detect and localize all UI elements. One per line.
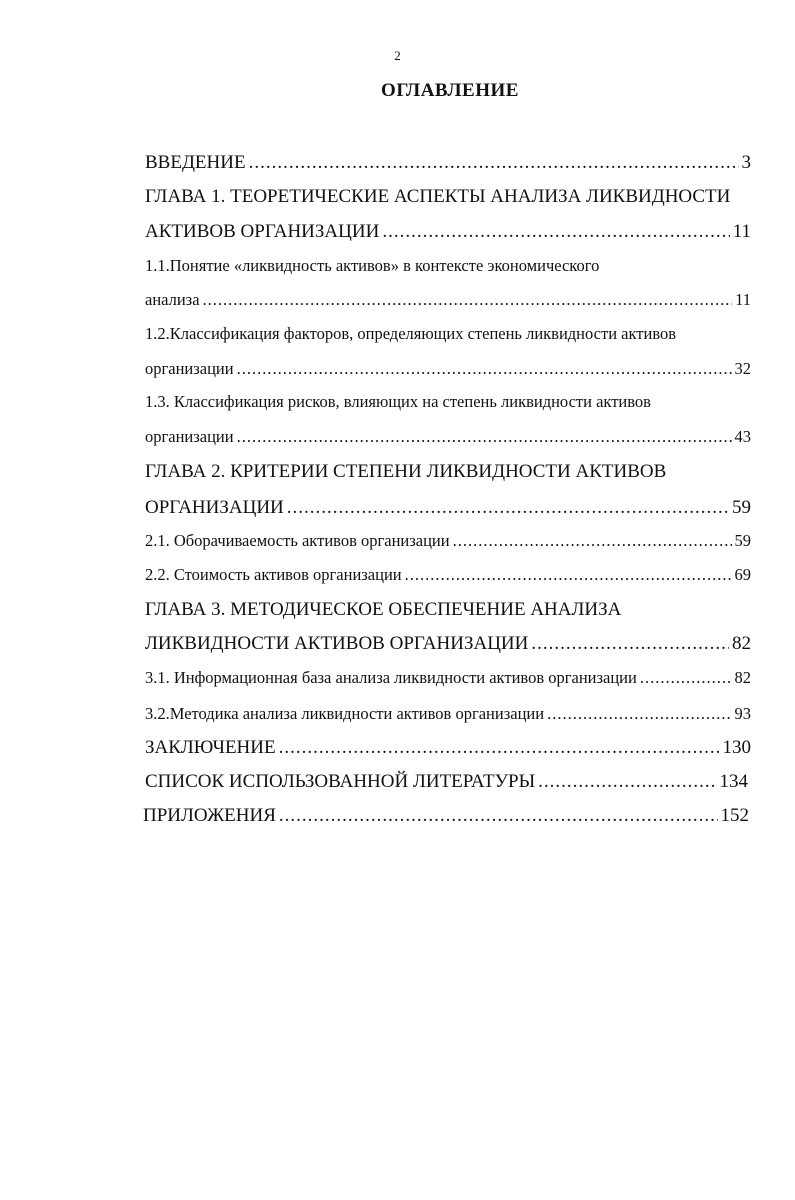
toc-entry-page: 82 — [734, 668, 751, 687]
leader-dots — [640, 670, 732, 687]
toc-entry-page: 93 — [734, 704, 751, 723]
toc-entry-intro[interactable] — [145, 153, 751, 172]
leader-dots — [237, 361, 732, 378]
toc-entry-chapter-2[interactable] — [145, 498, 751, 517]
toc-entry-section-3-1[interactable] — [145, 670, 751, 687]
toc-chapter-1-line-1[interactable]: ГЛАВА 1. ТЕОРЕТИЧЕСКИЕ АСПЕКТЫ АНАЛИЗА ЛИКВИДНОСТИ — [145, 186, 731, 207]
toc-entry-text: 3.1. Информационная база анализа ликвидности активов организации — [145, 668, 637, 687]
toc-entry-page: 59 — [732, 497, 751, 518]
toc-section-1-1-line-1[interactable]: 1.1.Понятие «ликвидность активов» в контексте экономического — [145, 256, 600, 275]
leader-dots — [237, 429, 732, 446]
leader-dots — [287, 498, 729, 517]
toc-entry-text: организации — [145, 359, 234, 378]
toc-entry-text: АКТИВОВ ОРГАНИЗАЦИИ — [145, 221, 380, 242]
toc-entry-page: 59 — [734, 531, 751, 550]
toc-entry-section-3-2[interactable] — [145, 706, 751, 723]
toc-entry-text: 2.1. Оборачиваемость активов организации — [145, 531, 450, 550]
toc-entry-text: ОРГАНИЗАЦИИ — [145, 497, 284, 518]
toc-entry-text: 2.2. Стоимость активов организации — [145, 565, 402, 584]
toc-entry-text: СПИСОК ИСПОЛЬЗОВАННОЙ ЛИТЕРАТУРЫ — [145, 771, 536, 792]
toc-entry-section-1-1[interactable] — [145, 292, 751, 309]
leader-dots — [405, 567, 732, 584]
toc-entry-references[interactable] — [145, 772, 748, 791]
leader-dots — [279, 806, 718, 825]
toc-entry-text: ПРИЛОЖЕНИЯ — [143, 805, 276, 826]
toc-entry-section-2-1[interactable] — [145, 533, 751, 550]
toc-entry-text: ВВЕДЕНИЕ — [145, 152, 246, 173]
toc-entry-section-1-2[interactable] — [145, 361, 751, 378]
toc-entry-page: 82 — [732, 633, 751, 654]
toc-entry-page: 134 — [719, 771, 748, 792]
leader-dots — [279, 738, 720, 757]
toc-entry-conclusion[interactable] — [145, 738, 751, 757]
toc-chapter-3-line-1[interactable]: ГЛАВА 3. МЕТОДИЧЕСКОЕ ОБЕСПЕЧЕНИЕ АНАЛИЗА — [145, 599, 622, 620]
toc-entry-page: 69 — [734, 565, 751, 584]
toc-entry-appendix[interactable] — [143, 806, 749, 825]
leader-dots — [203, 292, 733, 309]
toc-chapter-2-line-1[interactable]: ГЛАВА 2. КРИТЕРИИ СТЕПЕНИ ЛИКВИДНОСТИ АКТИВОВ — [145, 461, 667, 482]
toc-entry-section-1-3[interactable] — [145, 429, 751, 446]
toc-entry-text: ЗАКЛЮЧЕНИЕ — [145, 737, 276, 758]
toc-entry-text: организации — [145, 427, 234, 446]
toc-entry-text: ЛИКВИДНОСТИ АКТИВОВ ОРГАНИЗАЦИИ — [145, 633, 529, 654]
toc-entry-page: 32 — [734, 359, 751, 378]
leader-dots — [453, 533, 732, 550]
toc-entry-text: 3.2.Методика анализа ликвидности активов организации — [145, 704, 545, 723]
toc-entry-chapter-3[interactable] — [145, 634, 751, 653]
toc-entry-text: анализа — [145, 290, 200, 309]
toc-entry-chapter-1[interactable] — [145, 222, 751, 241]
leader-dots — [249, 153, 739, 172]
toc-entry-page: 43 — [734, 427, 751, 446]
leader-dots — [547, 706, 731, 723]
toc-section-1-3-line-1[interactable]: 1.3. Классификация рисков, влияющих на степень ликвидности активов — [145, 392, 651, 411]
toc-entry-section-2-2[interactable] — [145, 567, 751, 584]
toc-entry-page: 152 — [720, 805, 749, 826]
toc-entry-page: 11 — [735, 290, 751, 309]
leader-dots — [538, 772, 716, 791]
toc-entry-page: 11 — [732, 221, 751, 242]
toc-section-1-2-line-1[interactable]: 1.2.Классификация факторов, определяющих степень ликвидности активов — [145, 324, 677, 343]
toc-entry-page: 3 — [741, 152, 751, 173]
leader-dots — [382, 222, 729, 241]
toc-title: ОГЛАВЛЕНИЕ — [381, 80, 519, 101]
page-number: 2 — [394, 48, 401, 63]
leader-dots — [531, 634, 729, 653]
toc-entry-page: 130 — [722, 737, 751, 758]
